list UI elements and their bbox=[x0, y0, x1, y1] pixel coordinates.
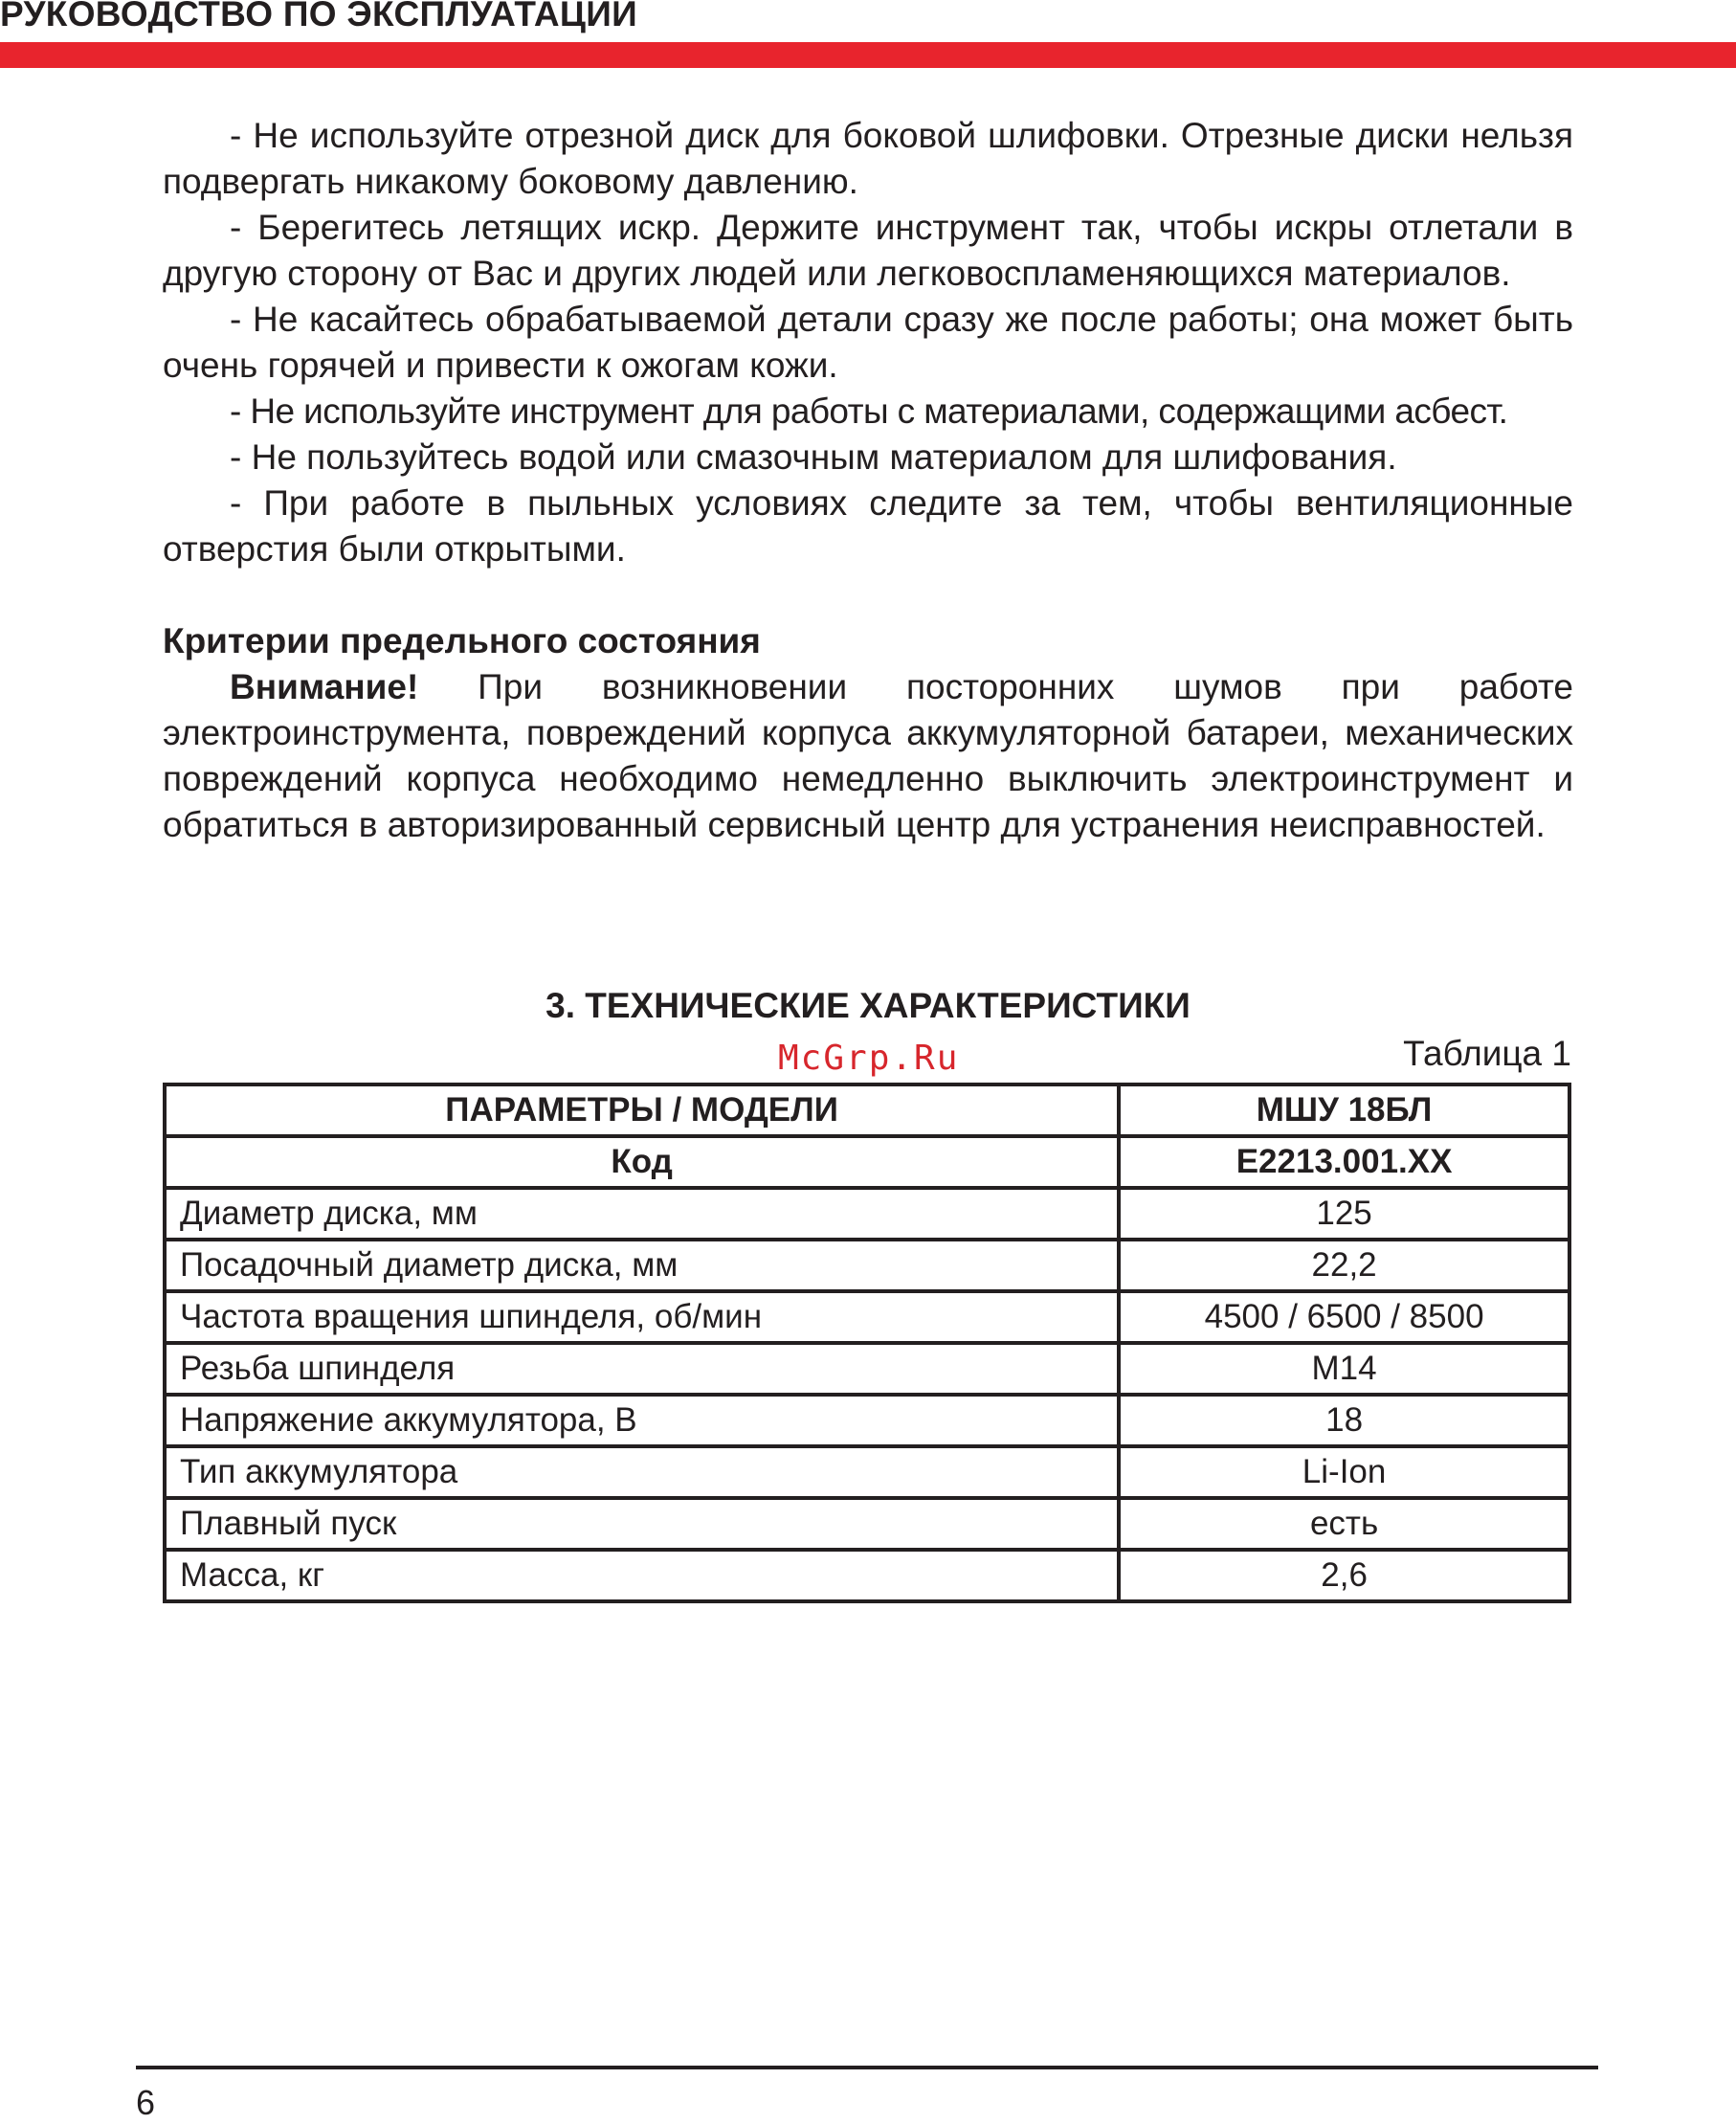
criteria-heading: Критерии предельного состояния bbox=[163, 621, 761, 660]
warning-text: При возникновении посторонних шумов при работе электроинструмента, повреждений корпуса аккумуляторной батареи, механических повреждений корпуса необходимо немедленно выключить электроинструмент и обратиться в авторизированный сервисный центр для устранения неисправностей. bbox=[163, 667, 1573, 844]
table-header-row bbox=[165, 1084, 1569, 1136]
code-value: E2213.001.XX bbox=[1119, 1136, 1569, 1188]
safety-paragraph: - Берегитесь летящих искр. Держите инструмент так, чтобы искры отлетали в другую сторону от Вас и других людей или легковоспламеняющихся материалов. bbox=[163, 208, 1573, 293]
safety-paragraph: - Не пользуйтесь водой или смазочным материалом для шлифования. bbox=[230, 437, 1397, 477]
param-cell: Тип аккумулятора bbox=[165, 1446, 1119, 1498]
watermark-text: McGrp.Ru bbox=[778, 1039, 960, 1078]
table-row bbox=[165, 1291, 1569, 1343]
criteria-paragraph bbox=[163, 664, 1573, 848]
header-accent-bar bbox=[0, 42, 1736, 68]
table-row bbox=[165, 1188, 1569, 1240]
param-cell: Резьба шпинделя bbox=[165, 1343, 1119, 1395]
value-cell: 18 bbox=[1119, 1395, 1569, 1446]
value-cell: 2,6 bbox=[1119, 1550, 1569, 1601]
model-column-header: МШУ 18БЛ bbox=[1119, 1084, 1569, 1136]
specs-table bbox=[163, 1083, 1571, 1603]
table-row bbox=[165, 1446, 1569, 1498]
table-row bbox=[165, 1395, 1569, 1446]
value-cell: M14 bbox=[1119, 1343, 1569, 1395]
value-cell: Li-Ion bbox=[1119, 1446, 1569, 1498]
table-caption: Таблица 1 bbox=[1403, 1034, 1571, 1073]
param-cell: Посадочный диаметр диска, мм bbox=[165, 1240, 1119, 1291]
table-row bbox=[165, 1498, 1569, 1550]
footer-divider bbox=[136, 2066, 1598, 2069]
section-title: 3. ТЕХНИЧЕСКИЕ ХАРАКТЕРИСТИКИ bbox=[545, 986, 1191, 1025]
param-cell: Плавный пуск bbox=[165, 1498, 1119, 1550]
value-cell: 22,2 bbox=[1119, 1240, 1569, 1291]
page-body bbox=[163, 113, 1573, 848]
table-code-row bbox=[165, 1136, 1569, 1188]
table-row bbox=[165, 1550, 1569, 1601]
value-cell: 125 bbox=[1119, 1188, 1569, 1240]
table-row bbox=[165, 1343, 1569, 1395]
safety-paragraph: - Не касайтесь обрабатываемой детали сразу же после работы; она может быть очень горячей и привести к ожогам кожи. bbox=[163, 300, 1573, 385]
param-column-header: ПАРАМЕТРЫ / МОДЕЛИ bbox=[165, 1084, 1119, 1136]
manual-header-title: РУКОВОДСТВО ПО ЭКСПЛУАТАЦИИ bbox=[0, 0, 638, 34]
param-cell: Напряжение аккумулятора, В bbox=[165, 1395, 1119, 1446]
param-cell: Диаметр диска, мм bbox=[165, 1188, 1119, 1240]
code-label: Код bbox=[165, 1136, 1119, 1188]
safety-paragraph: - Не используйте отрезной диск для боковой шлифовки. Отрезные диски нельзя подвергать никакому боковому давлению. bbox=[163, 116, 1573, 201]
safety-paragraph: - Не используйте инструмент для работы с материалами, содержащими асбест. bbox=[230, 391, 1508, 431]
page-number: 6 bbox=[136, 2083, 156, 2122]
safety-paragraph: - При работе в пыльных условиях следите за тем, чтобы вентиляционные отверстия были открытыми. bbox=[163, 483, 1573, 569]
param-cell: Масса, кг bbox=[165, 1550, 1119, 1601]
param-cell: Частота вращения шпинделя, об/мин bbox=[165, 1291, 1119, 1343]
value-cell: есть bbox=[1119, 1498, 1569, 1550]
table-row bbox=[165, 1240, 1569, 1291]
value-cell: 4500 / 6500 / 8500 bbox=[1119, 1291, 1569, 1343]
warning-label: Внимание! bbox=[230, 667, 419, 706]
